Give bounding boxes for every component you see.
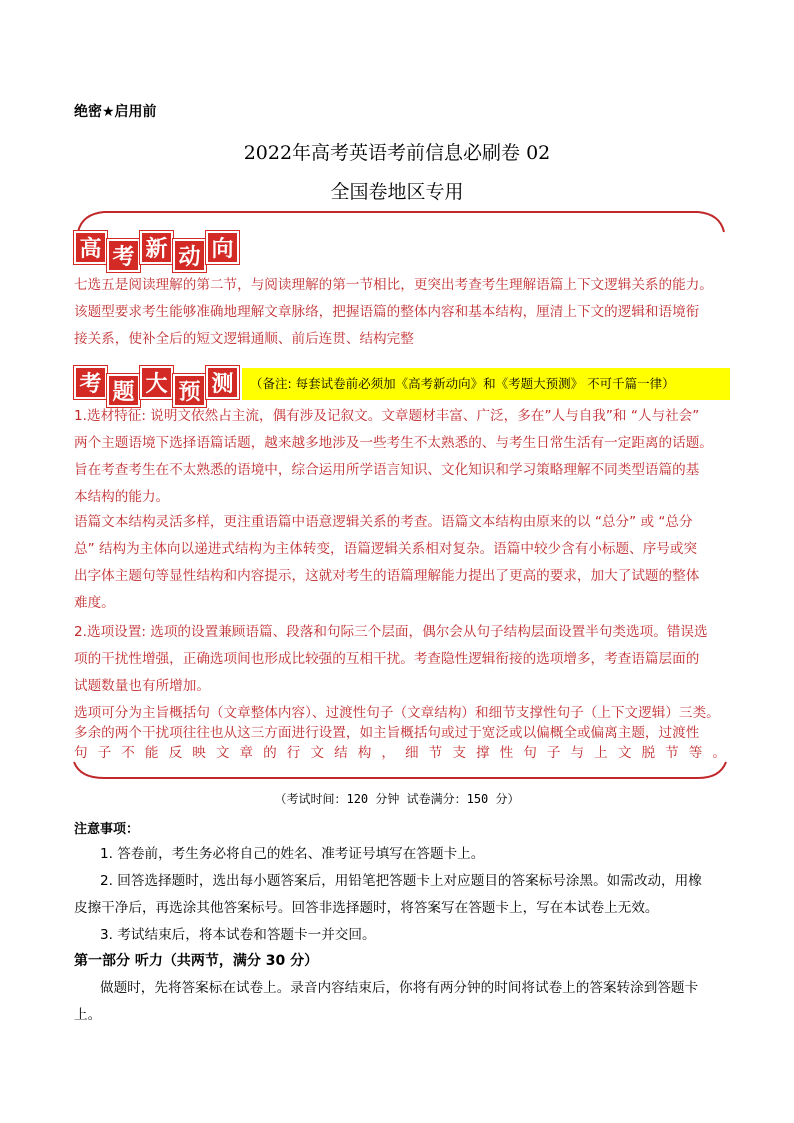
text-line: 句子不能反映文章的行文结构，细节支撑性句子与上文脱节等。	[74, 745, 726, 761]
badge-char: 题	[107, 374, 140, 407]
badge-char: 考	[107, 239, 140, 272]
prediction-para-2	[74, 509, 726, 617]
text-line: 七选五是阅读理解的第二节，与阅读理解的第一节相比，更突出考查考生理解语篇上下文逻辑关系的能力。	[74, 277, 713, 293]
prediction-para-4	[74, 703, 726, 763]
exam-time-info: （考试时间：120 分钟 试卷满分：150 分）	[274, 792, 520, 806]
badge-char: 高	[74, 231, 107, 264]
text-line: 该题型要求考生能够准确地理解文章脉络，把握语篇的整体内容和基本结构，厘清上下文的逻辑和语境衔	[74, 304, 700, 320]
text-line: 出字体主题句等显性结构和内容提示，这就对考生的语篇理解能力提出了更高的要求，加大了试题的整体	[74, 568, 700, 584]
text-line: 旨在考查考生在不太熟悉的语境中，综合运用所学语言知识、文化知识和学习策略理解不同类型语篇的基	[74, 462, 700, 478]
notes-title: 注意事项：	[74, 822, 140, 837]
text-line: 项的干扰性增强，正确选项间也形成比较强的互相干扰。考查隐性逻辑衔接的选项增多，考查语篇层面的	[74, 651, 700, 667]
text-line: 两个主题语境下选择语篇话题，越来越多地涉及一些考生不太熟悉的、与考生日常生活有一定距离的话题。	[74, 435, 713, 451]
secret-label: 绝密★启用前	[74, 104, 157, 120]
badge-char: 新	[140, 231, 173, 264]
text-line: 做题时，先将答案标在试卷上。录音内容结束后，你将有两分钟的时间将试卷上的答案转涂到答题卡	[100, 980, 699, 996]
badge-char: 预	[173, 374, 206, 407]
prediction-para-1	[74, 403, 726, 511]
text-line: 难度。	[74, 595, 115, 611]
prediction-badge	[74, 366, 239, 407]
prediction-para-3	[74, 619, 726, 700]
page-subtitle: 全国卷地区专用	[330, 181, 464, 203]
badge-char: 大	[140, 366, 173, 399]
text-line: 本结构的能力。	[74, 489, 170, 505]
text-line: 皮擦干净后，再选涂其他答案标号。回答非选择题时，将答案写在答题卡上，写在本试卷上无效。	[74, 900, 659, 916]
text-line: 2. 回答选择题时，选出每小题答案后，用铅笔把答题卡上对应题目的答案标号涂黑。如需改动，用橡	[100, 873, 702, 889]
text-line: 2.选项设置: 选项的设置兼顾语篇、段落和句际三个层面，偶尔会从句子结构层面设置半句类选项。错误选	[74, 624, 708, 640]
part1-instructions	[74, 975, 726, 1029]
badge-char: 动	[173, 239, 206, 272]
text-line: 选项可分为主旨概括句（文章整体内容）、过渡性句子（文章结构）和细节支撑性句子（上下文逻辑）三类。	[74, 705, 720, 721]
text-line: 总” 结构为主体向以递进式结构为主体转变，语篇逻辑关系相对复杂。语篇中较少含有小标题、序号或突	[74, 541, 698, 557]
text-line: 上。	[74, 1007, 102, 1023]
part1-title: 第一部分 听力（共两节，满分 30 分）	[74, 953, 319, 969]
text-line: 试题数量也有所增加。	[74, 678, 210, 694]
text-line: 多余的两个干扰项往往也从这三方面进行设置，如主旨概括句或过于宽泛或以偏概全或偏离主题，过渡性	[74, 725, 700, 741]
note-item-1: 1. 答卷前，考生务必将自己的姓名、准考证号填写在答题卡上。	[100, 846, 485, 862]
text-line: 1.选材特征: 说明文依然占主流，偶有涉及记叙文。文章题材丰富、广泛，多在”人与自我”和 “人与社会”	[74, 408, 700, 424]
new-trend-text	[74, 272, 726, 353]
highlight-note: （备注: 每套试卷前必须加《高考新动向》和《考题大预测》 不可千篇一律）	[242, 368, 730, 400]
text-line: 接关系，使补全后的短文逻辑通顺、前后连贯、结构完整	[74, 331, 414, 347]
text-line: 语篇文本结构灵活多样，更注重语篇中语意逻辑关系的考查。语篇文本结构由原来的以 “总分” 或 “总分	[74, 514, 693, 530]
page-title: 2022年高考英语考前信息必刷卷 02	[243, 142, 551, 164]
badge-char: 测	[206, 366, 239, 399]
note-item-2	[74, 868, 726, 922]
badge-char: 考	[74, 366, 107, 399]
note-item-3: 3. 考试结束后，将本试卷和答题卡一并交回。	[100, 927, 376, 943]
new-trend-badge	[74, 231, 239, 272]
badge-char: 向	[206, 231, 239, 264]
